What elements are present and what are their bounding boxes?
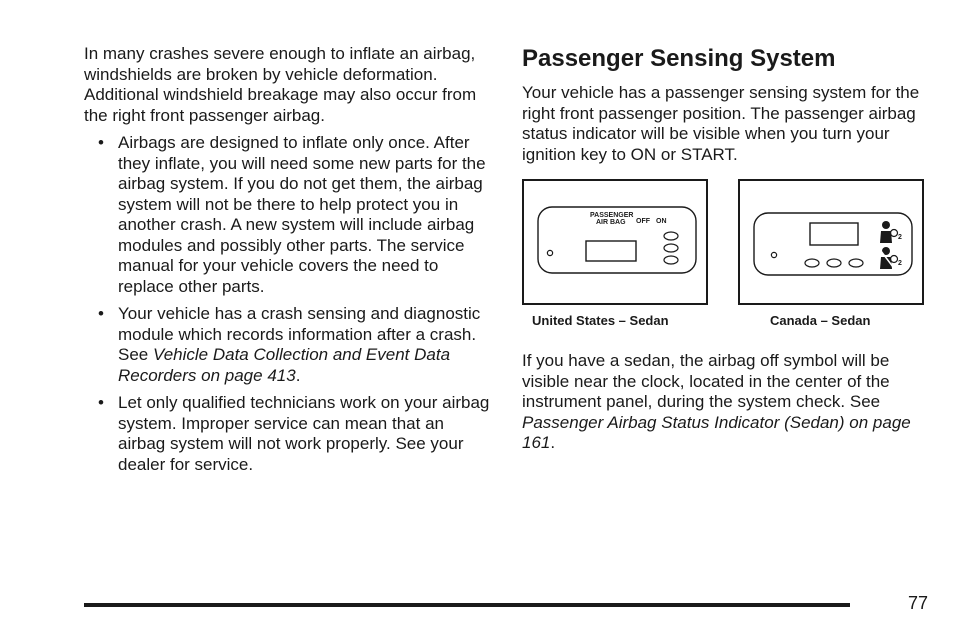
intro-paragraph: In many crashes severe enough to inflate an airbag, windshields are broken by vehicle deformation. Additional windshield breakage may also occur from the right front passenger airbag.	[84, 44, 477, 125]
indicator-figures	[522, 179, 932, 339]
on-label: ON	[656, 218, 667, 225]
us-sedan-indicator-illustration	[522, 179, 708, 305]
sedan-note-paragraph	[522, 351, 932, 454]
bullet-tail: .	[295, 365, 301, 385]
bullet-icon: •	[98, 304, 104, 323]
us-sedan-caption: United States – Sedan	[532, 313, 669, 328]
bullet-item-inflate-once	[84, 133, 494, 297]
section-heading: Passenger Sensing System	[522, 45, 836, 72]
canada-sedan-caption: Canada – Sedan	[770, 313, 871, 328]
icon-superscript: 2	[898, 260, 902, 267]
airbag-on-icon	[880, 221, 898, 243]
left-column	[84, 44, 494, 482]
bullet-icon: •	[98, 393, 104, 412]
right-column	[522, 44, 932, 454]
footer-rule	[84, 603, 850, 607]
cross-reference-link[interactable]: Vehicle Data Collection and Event Data Recorders on page 413	[118, 345, 451, 385]
cross-reference-link[interactable]: Passenger Airbag Status Indicator (Sedan) on page 161	[522, 412, 911, 452]
airbag-off-icon	[878, 247, 898, 271]
icon-superscript: 2	[898, 234, 902, 241]
airbag-bullet-list	[84, 133, 494, 475]
canada-sedan-indicator-illustration	[738, 179, 924, 305]
off-label: OFF	[636, 218, 650, 225]
passenger-airbag-label: PASSENGER	[590, 212, 634, 219]
bullet-text: Your vehicle has a crash sensing and diagnostic module which records information after a crash. See	[118, 304, 481, 364]
bullet-item-crash-module	[84, 304, 494, 386]
page-number: 77	[907, 593, 928, 613]
bullet-icon: •	[98, 133, 104, 152]
sedan-note-text: If you have a sedan, the airbag off symbol will be visible near the clock, located in the center of the instrument panel, during the system check. See	[522, 351, 890, 411]
bullet-text: Airbags are designed to inflate only once. After they inflate, you will need some new parts for the airbag system. If you do not get them, the airbag system will not be there to help protect you in another crash. A new system will include airbag modules and possibly other parts. The service manual for your vehicle covers the need to replace other parts.	[118, 133, 486, 296]
sedan-note-tail: .	[550, 433, 556, 452]
passenger-airbag-label-line2: AIR BAG	[596, 219, 626, 226]
bullet-text: Let only qualified technicians work on your airbag system. Improper service can mean that an airbag system will not work properly. See your dealer for service.	[118, 393, 490, 474]
intro-paragraph-passenger-sensing: Your vehicle has a passenger sensing system for the right front passenger position. The passenger airbag status indicator will be visible when you turn your ignition key to ON or START.	[522, 83, 920, 164]
bullet-item-qualified-technicians	[84, 393, 494, 475]
